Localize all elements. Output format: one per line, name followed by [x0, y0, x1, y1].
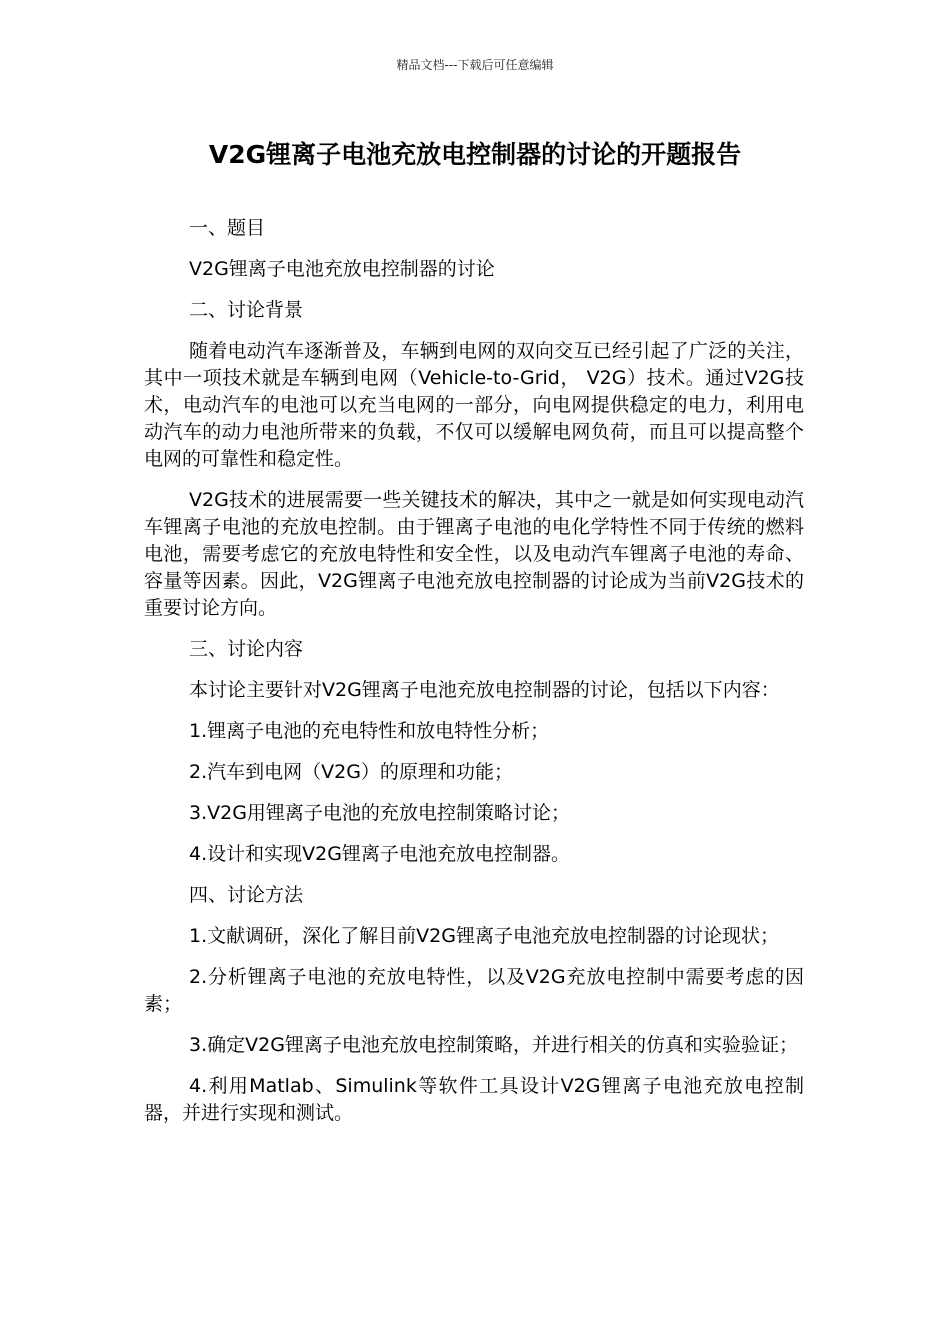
method-item-1: 1.文献调研，深化了解目前V2G锂离子电池充放电控制器的讨论现状；	[189, 925, 779, 947]
content-item-4: 4.设计和实现V2G锂离子电池充放电控制器。	[189, 843, 570, 865]
method-item-2: 2.分析锂离子电池的充放电特性，以及V2G充放电控制中需要考虑的因素；	[144, 966, 804, 1015]
section-heading-topic: 一、题目	[189, 217, 266, 239]
background-paragraph-1: 随着电动汽车逐渐普及，车辆到电网的双向交互已经引起了广泛的关注，其中一项技术就是车辆到电网（Vehicle-to-Grid， V2G）技术。通过V2G技术，电动汽车的电池可以充当电网的一部分，向电网提供稳定的电力，利用电动汽车的动力电池所带来的负载，不仅可以缓解电网负荷，而且可以提高整个电网的可靠性和稳定性。	[144, 340, 804, 470]
content-intro: 本讨论主要针对V2G锂离子电池充放电控制器的讨论，包括以下内容：	[189, 679, 780, 701]
background-paragraph-2: V2G技术的进展需要一些关键技术的解决，其中之一就是如何实现电动汽车锂离子电池的充放电控制。由于锂离子电池的电化学特性不同于传统的燃料电池，需要考虑它的充放电特性和安全性，以及电动汽车锂离子电池的寿命、容量等因素。因此，V2G锂离子电池充放电控制器的讨论成为当前V2G技术的重要讨论方向。	[144, 489, 804, 619]
content-item-2: 2.汽车到电网（V2G）的原理和功能；	[189, 761, 513, 783]
topic-text: V2G锂离子电池充放电控制器的讨论	[189, 258, 495, 280]
document-title: V2G锂离子电池充放电控制器的讨论的开题报告	[208, 140, 742, 169]
section-heading-content: 三、讨论内容	[189, 638, 304, 660]
section-heading-method: 四、讨论方法	[189, 884, 304, 906]
document-body	[144, 215, 804, 1141]
content-item-3: 3.V2G用锂离子电池的充放电控制策略讨论；	[189, 802, 570, 824]
content-item-1: 1.锂离子电池的充电特性和放电特性分析；	[189, 720, 550, 742]
method-item-3: 3.确定V2G锂离子电池充放电控制策略，并进行相关的仿真和实验验证；	[189, 1034, 798, 1056]
page-header: 精品文档---下载后可任意编辑	[396, 58, 554, 72]
section-heading-background: 二、讨论背景	[189, 299, 304, 321]
method-item-4: 4.利用Matlab、Simulink等软件工具设计V2G锂离子电池充放电控制器，并进行实现和测试。	[144, 1075, 804, 1124]
